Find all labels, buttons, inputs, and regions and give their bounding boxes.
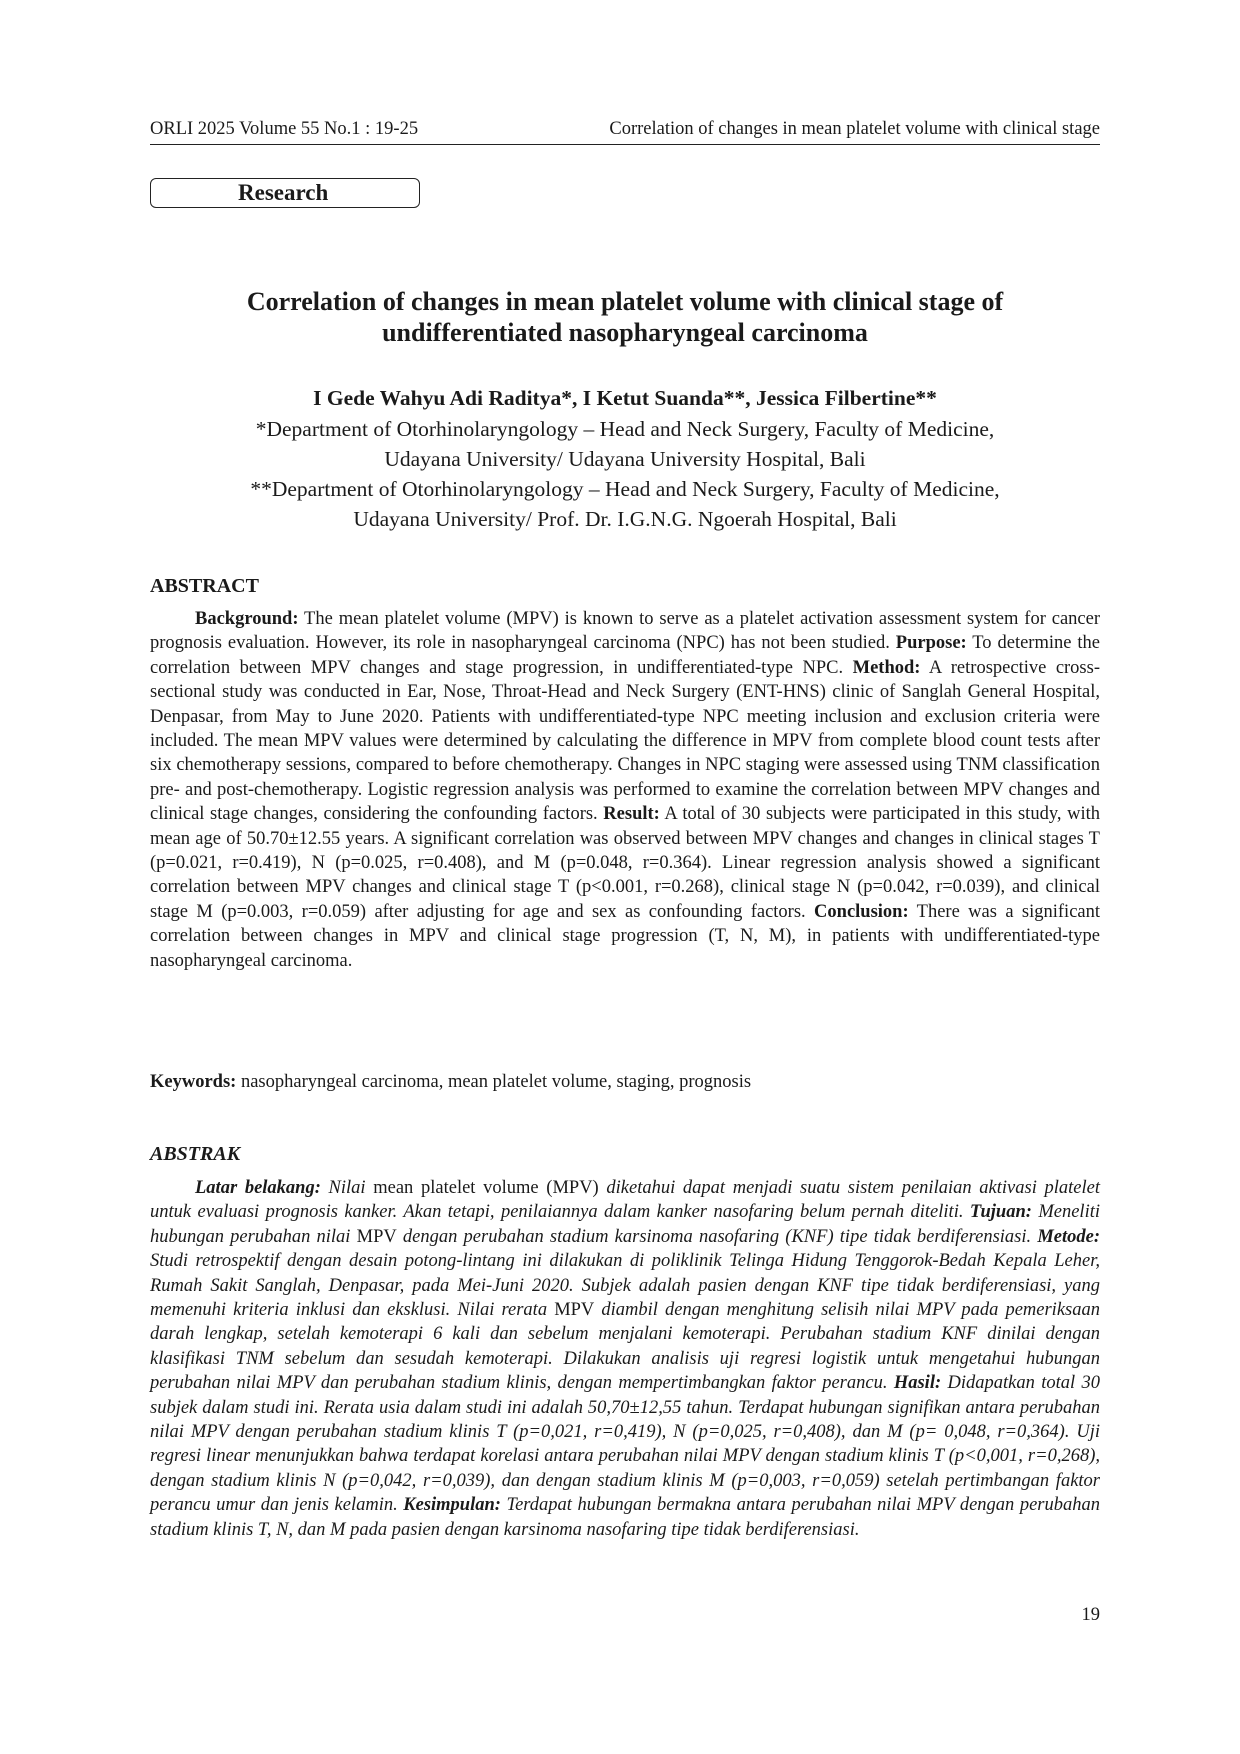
tujuan-text: Meneliti hubungan perubahan nilai [150, 1202, 1100, 1247]
keywords-text: nasopharyngeal carcinoma, mean platelet volume, staging, prognosis [236, 1072, 752, 1092]
abstract-body [150, 607, 1100, 973]
latar-belakang-label: Latar belakang: [195, 1178, 321, 1198]
tujuan-label: Tujuan: [969, 1202, 1032, 1223]
background-text: The mean platelet volume (MPV) is known to serve as a platelet activation assessment system for cancer prognosis evaluation. However, its role in nasopharyngeal carcinoma (NPC) has not been studied. [150, 609, 1100, 654]
page-number: 19 [1081, 1605, 1100, 1625]
conclusion-label: Conclusion: [814, 901, 909, 922]
abstrak-body [150, 1176, 1100, 1542]
affiliation-line: **Department of Otorhinolaryngology – Head and Neck Surgery, Faculty of Medicine, [250, 477, 1000, 501]
abstract-heading: ABSTRACT [150, 575, 259, 597]
title-line-1: Correlation of changes in mean platelet volume with clinical stage of [246, 287, 1004, 316]
latar-belakang-text-cont: diketahui dapat menjadi suatu sistem penilaian aktivasi platelet untuk evaluasi prognosis kanker. Akan tetapi, penilaiannya dalam kanker nasofaring belum pernah diteliti. [150, 1178, 1100, 1223]
latar-belakang-text: Nilai [320, 1178, 374, 1198]
kesimpulan-text: Terdapat hubungan bermakna antara perubahan nilai MPV dengan perubahan stadium klinis T, N, dan M pada pasien dengan karsinoma nasofaring tipe tidak berdiferensiasi. [150, 1495, 1101, 1540]
conclusion-text: There was a significant correlation between changes in MPV and clinical stage progression (T, N, M), in patients with undifferentiated-type nasopharyngeal carcinoma. [150, 901, 1101, 971]
metode-text-cont: diambil dengan menghitung selisih nilai MPV pada pemeriksaan darah lengkap, setelah kemoterapi 6 kali dan sebelum menjalani kemoterapi. Perubahan stadium KNF dinilai dengan klasifikasi TNM sebelum dan sesudah kemoterapi. Dilakukan analisis uji regresi logistik untuk mengetahui hubungan perubahan nilai MPV dan perubahan stadium klinis, dengan mempertimbangkan faktor perancu. [150, 1300, 1100, 1394]
journal-citation: ORLI 2025 Volume 55 No.1 : 19-25 [150, 119, 419, 139]
keywords [150, 1070, 1100, 1094]
affiliation-line: *Department of Otorhinolaryngology – Head and Neck Surgery, Faculty of Medicine, [255, 417, 995, 441]
metode-term: MPV [554, 1300, 595, 1321]
purpose-text: To determine the correlation between MPV changes and stage progression, in undifferentiated-type NPC. [150, 633, 1100, 678]
running-head [150, 118, 1100, 140]
section-label-box [150, 178, 420, 208]
result-text: A total of 30 subjects were participated in this study, with mean age of 50.70±12.55 years. A significant correlation was observed between MPV changes and changes in clinical stages T (p=0.021, r=0.419), N (p=0.025, r=0.408), and M (p=0.048, r=0.364). Linear regression analysis showed a significant correlation between MPV changes and clinical stage T (p<0.001, r=0.268), clinical stage N (p=0.042, r=0.039), and clinical stage M (p=0.003, r=0.059) after adjusting for age and sex as confounding factors. [150, 804, 1100, 922]
abstrak-heading: ABSTRAK [150, 1143, 241, 1165]
method-label: Method: [852, 657, 921, 678]
result-label: Result: [603, 804, 660, 825]
latar-belakang-term: mean platelet volume (MPV) [373, 1178, 599, 1198]
tujuan-text-cont: dengan perubahan stadium karsinoma nasofaring (KNF) tipe tidak berdiferensiasi. [396, 1226, 1038, 1247]
header-rule [150, 144, 1100, 145]
metode-text: Studi retrospektif dengan desain potong-lintang ini dilakukan di poliklinik Telinga Hidung Tenggorok-Bedah Kepala Leher, Rumah Sakit Sanglah, Denpasar, pada Mei-Juni 2020. Subjek adalah pasien dengan KNF tipe tidak berdiferensiasi, yang memenuhi kriteria inklusi dan eksklusi. Nilai rerata [150, 1251, 1100, 1321]
running-title: Correlation of changes in mean platelet volume with clinical stage [609, 119, 1100, 139]
purpose-label: Purpose: [895, 633, 967, 654]
author-list: I Gede Wahyu Adi Raditya*, I Ketut Suanda**, Jessica Filbertine** [313, 386, 937, 410]
background-label: Background: [195, 609, 299, 629]
article-title [150, 286, 1100, 348]
affiliation-line: Udayana University/ Udayana University Hospital, Bali [384, 447, 866, 471]
affiliation-line: Udayana University/ Prof. Dr. I.G.N.G. Ngoerah Hospital, Bali [353, 507, 897, 531]
metode-label: Metode: [1037, 1226, 1100, 1247]
method-text: A retrospective cross-sectional study was conducted in Ear, Nose, Throat-Head and Neck Surgery (ENT-HNS) clinic of Sanglah General Hospital, Denpasar, from May to June 2020. Patients with undifferentiated-type NPC meeting inclusion and exclusion criteria were included. The mean MPV values were determined by calculating the difference in MPV from complete blood count tests after six chemotherapy sessions, compared to before chemotherapy. Changes in NPC staging were assessed using TNM classification pre- and post-chemotherapy. Logistic regression analysis was performed to examine the correlation between MPV changes and clinical stage changes, considering the confounding factors. [150, 657, 1100, 825]
section-label: Research [238, 180, 329, 205]
affiliations [150, 414, 1100, 534]
tujuan-term: MPV [356, 1226, 397, 1247]
hasil-label: Hasil: [893, 1373, 942, 1394]
keywords-label: Keywords: [150, 1072, 237, 1092]
hasil-text: Didapatkan total 30 subjek dalam studi ini. Rerata usia dalam studi ini adalah 50,70±12,55 tahun. Terdapat hubungan signifikan antara perubahan nilai MPV dengan perubahan stadium klinis T (p=0,021, r=0,419), N (p=0,025, r=0,408), dan M (p= 0,048, r=0,364). Uji regresi linear menunjukkan bahwa terdapat korelasi antara perubahan nilai MPV dengan stadium klinis T (p<0,001, r=0,268), dengan stadium klinis N (p=0,042, r=0,039), dan dengan stadium klinis M (p=0,003, r=0,059) setelah pertimbangan faktor perancu umur dan jenis kelamin. [150, 1373, 1100, 1516]
kesimpulan-label: Kesimpulan: [403, 1495, 501, 1516]
title-line-2: undifferentiated nasopharyngeal carcinoma [382, 318, 868, 347]
